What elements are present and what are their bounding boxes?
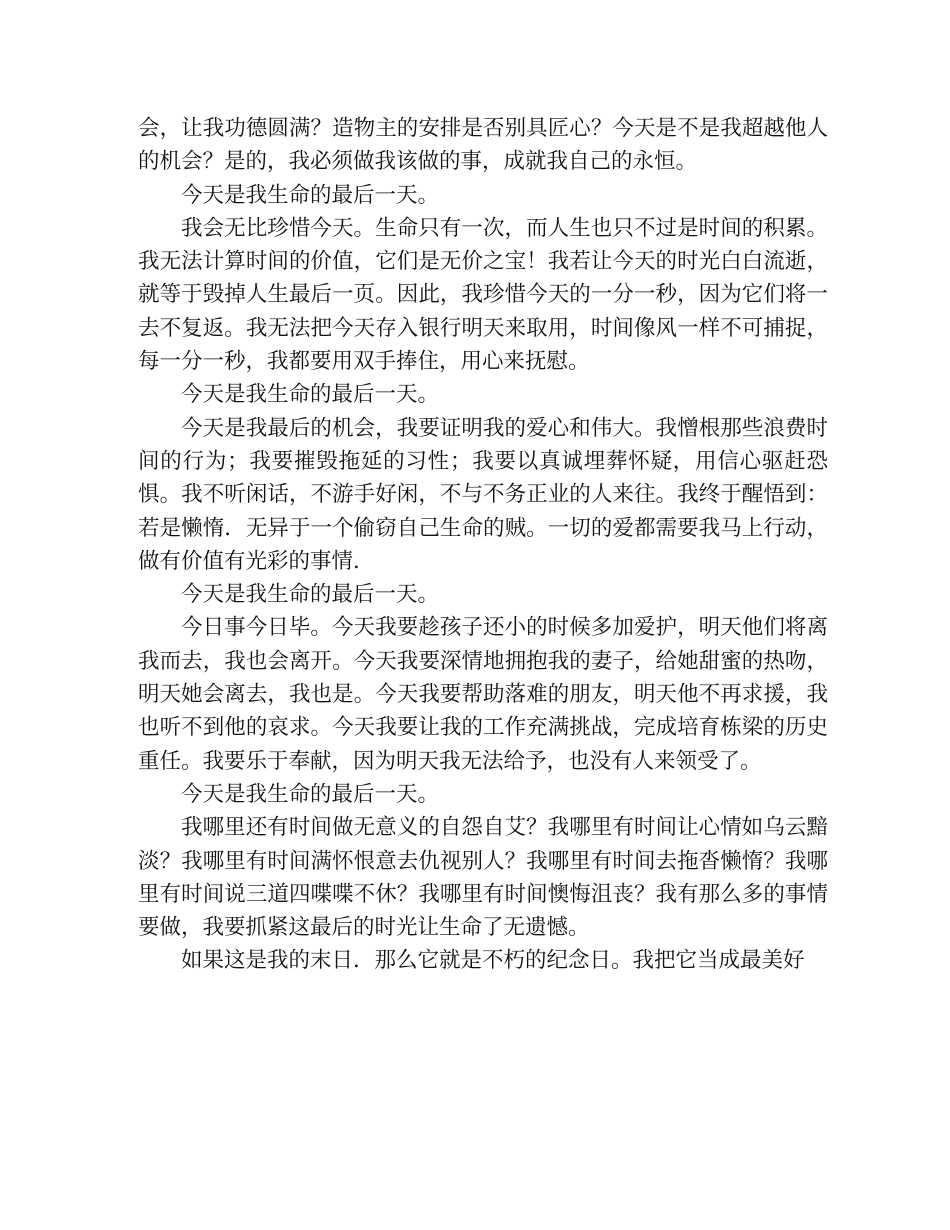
paragraph: 会，让我功德圆满？造物主的安排是否别具匠心？今天是不是我超越他人的机会？是的，我必须做我该做的事，成就我自己的永恒。	[138, 116, 828, 175]
paragraph: 我会无比珍惜今天。生命只有一次，而人生也只不过是时间的积累。我无法计算时间的价值，它们是无价之宝！我若让今天的时光白白流逝，就等于毁掉人生最后一页。因此，我珍惜今天的一分一秒，因为它们将一去不复返。我无法把今天存入银行明天来取用，时间像风一样不可捕捉，每一分一秒，我都要用双手捧住，用心来抚慰。	[138, 215, 828, 375]
paragraph: 我哪里还有时间做无意义的自怨自艾？我哪里有时间让心情如乌云黯淡？我哪里有时间满怀恨意去仇视别人？我哪里有时间去拖沓懒惰？我哪里有时间说三道四喋喋不休？我哪里有时间懊悔沮丧？我有那么多的事情要做，我要抓紧这最后的时光让生命了无遗憾。	[138, 815, 828, 941]
paragraph: 如果这是我的末日．那么它就是不朽的纪念日。我把它当成最美好	[181, 948, 805, 974]
paragraph: 今天是我生命的最后一天。	[181, 781, 440, 807]
paragraph: 今日事今日毕。今天我要趁孩子还小的时候多加爱护，明天他们将离我而去，我也会离开。今天我要深情地拥抱我的妻子，给她甜蜜的热吻，明天她会离去，我也是。今天我要帮助落难的朋友，明天他不再求援，我也听不到他的哀求。今天我要让我的工作充满挑战，完成培育栋梁的历史重任。我要乐于奉献，因为明天我无法给予，也没有人来领受了。	[138, 615, 828, 774]
paragraph: 今天是我生命的最后一天。	[181, 582, 440, 608]
paragraph: 今天是我最后的机会，我要证明我的爱心和伟大。我憎根那些浪费时间的行为；我要摧毁拖延的习性；我要以真诚埋葬怀疑，用信心驱赶恐惧。我不听闲话，不游手好闲，不与不务正业的人来往。我终于醒悟到：若是懒惰．无异于一个偷窃自己生命的贼。一切的爱都需要我马上行动，做有价值有光彩的事情．	[138, 415, 828, 574]
paragraph: 今天是我生命的最后一天。	[181, 382, 440, 408]
document-body	[138, 112, 828, 978]
paragraph: 今天是我生命的最后一天。	[181, 182, 440, 208]
